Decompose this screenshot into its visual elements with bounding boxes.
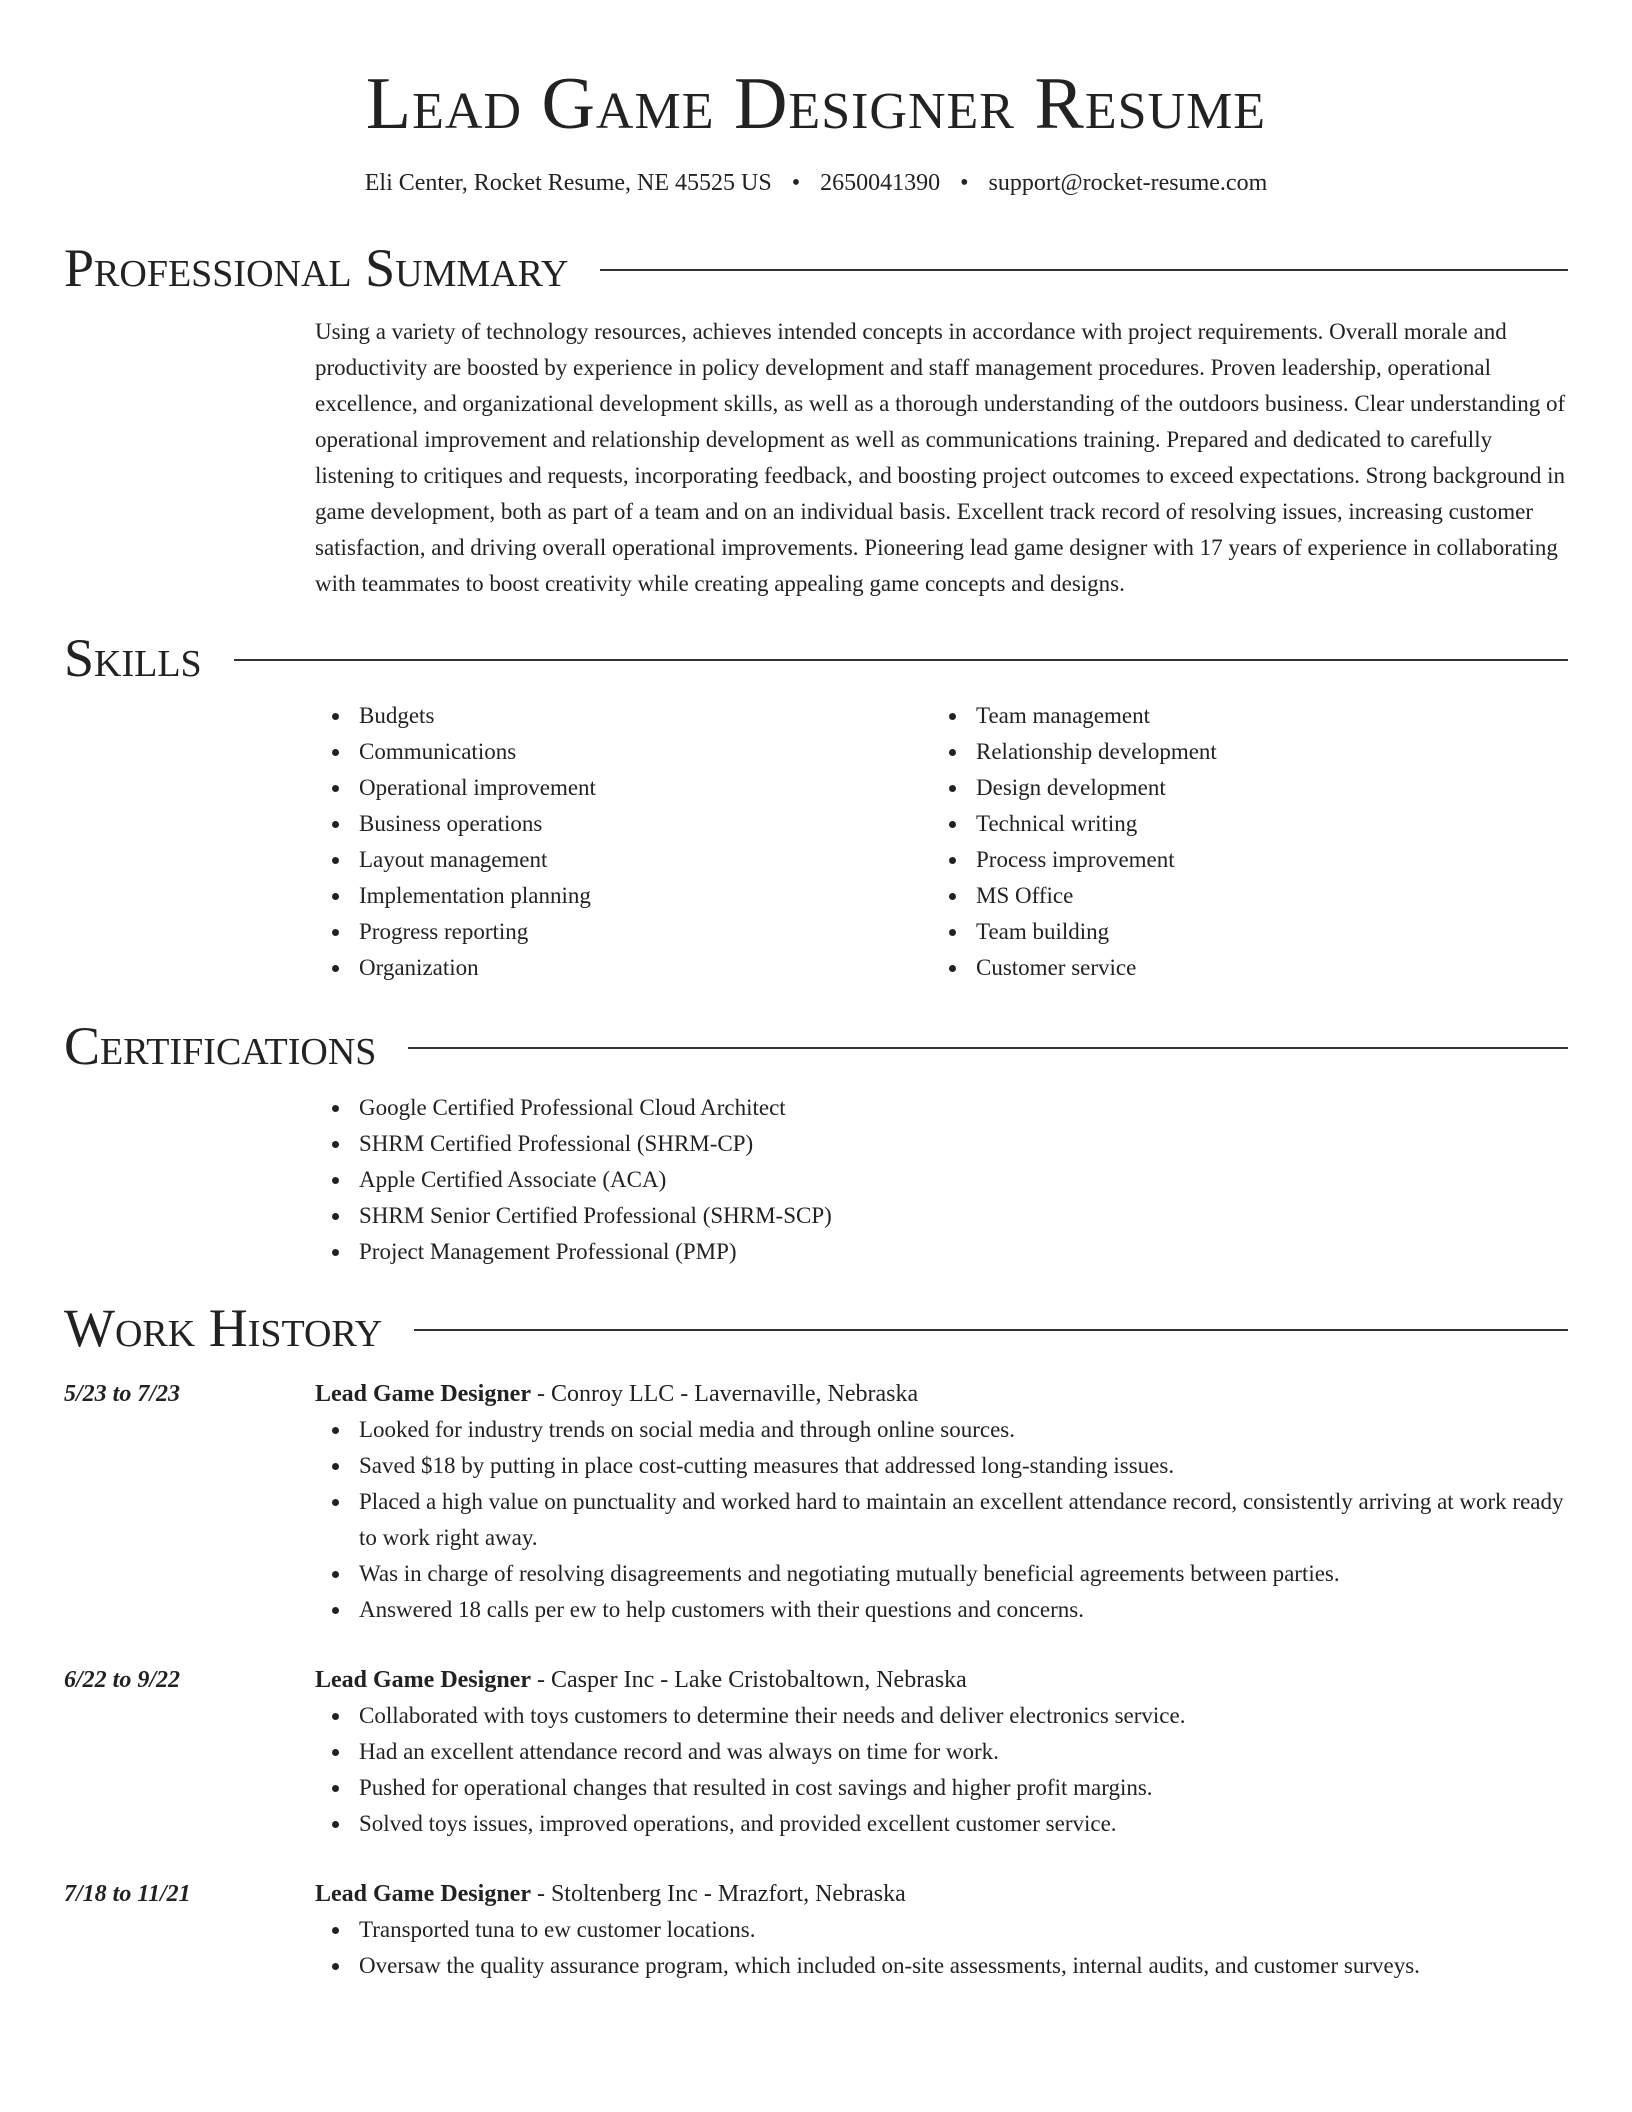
job-main bbox=[315, 1876, 1568, 1984]
job-duties bbox=[315, 1698, 1568, 1842]
certifications-heading: Certifications bbox=[64, 1016, 377, 1076]
skill-item: Design development bbox=[932, 770, 1549, 806]
work-history-section bbox=[64, 1298, 1568, 1984]
job-company: - Conroy LLC - Lavernaville, Nebraska bbox=[530, 1381, 919, 1407]
skill-item: Customer service bbox=[932, 950, 1549, 986]
job-main bbox=[315, 1376, 1568, 1628]
contact-email[interactable]: support@rocket-resume.com bbox=[988, 170, 1268, 196]
duty-item: Transported tuna to ew customer locations. bbox=[315, 1912, 1568, 1948]
contact-separator: • bbox=[791, 170, 801, 196]
duty-item: Had an excellent attendance record and was always on time for work. bbox=[315, 1734, 1568, 1770]
skill-item: Progress reporting bbox=[315, 914, 932, 950]
skills-section bbox=[64, 628, 1568, 986]
skill-item: Process improvement bbox=[932, 842, 1549, 878]
certifications-list bbox=[315, 1090, 1568, 1270]
skill-item: Layout management bbox=[315, 842, 932, 878]
section-divider bbox=[414, 1329, 1568, 1331]
job-entry bbox=[64, 1376, 1568, 1628]
duty-item: Was in charge of resolving disagreements and negotiating mutually beneficial agreements between parties. bbox=[315, 1556, 1568, 1592]
skills-heading: Skills bbox=[64, 628, 202, 688]
job-title: Lead Game Designer bbox=[315, 1881, 531, 1907]
job-dates: 7/18 to 11/21 bbox=[64, 1881, 191, 1907]
summary-text: Using a variety of technology resources, achieves intended concepts in accordance with project requirements. Overall morale and productivity are boosted by experience in policy development and staff management procedures. Proven leadership, operational excellence, and organizational development skills, as well as a thorough understanding of the outdoors business. Clear understanding of operational improvement and relationship development as well as communications training. Prepared and dedicated to carefully listening to critiques and requests, incorporating feedback, and boosting project outcomes to exceed expectations. Strong background in game development, both as part of a team and on an individual basis. Excellent track record of resolving issues, increasing customer satisfaction, and driving overall operational improvements. Pioneering lead game designer with 17 years of experience in collaborating with teammates to boost creativity while creating appealing game concepts and designs. bbox=[315, 319, 1566, 596]
summary-heading: Professional Summary bbox=[64, 238, 569, 298]
job-main bbox=[315, 1662, 1568, 1842]
job-duties bbox=[315, 1912, 1568, 1984]
job-dates: 6/22 to 9/22 bbox=[64, 1667, 181, 1693]
section-divider bbox=[600, 269, 1568, 271]
work-history-heading: Work History bbox=[64, 1298, 383, 1358]
duty-item: Collaborated with toys customers to determine their needs and deliver electronics service. bbox=[315, 1698, 1568, 1734]
skills-list-right bbox=[932, 698, 1549, 986]
duty-item: Looked for industry trends on social media and through online sources. bbox=[315, 1412, 1568, 1448]
duty-item: Answered 18 calls per ew to help customers with their questions and concerns. bbox=[315, 1592, 1568, 1628]
certification-item: Project Management Professional (PMP) bbox=[315, 1234, 1568, 1270]
job-duties bbox=[315, 1412, 1568, 1628]
duty-item: Pushed for operational changes that resulted in cost savings and higher profit margins. bbox=[315, 1770, 1568, 1806]
job-entry bbox=[64, 1662, 1568, 1842]
skill-item: Organization bbox=[315, 950, 932, 986]
certification-item: SHRM Senior Certified Professional (SHRM-SCP) bbox=[315, 1198, 1568, 1234]
work-history-header bbox=[64, 1298, 1568, 1358]
job-heading bbox=[315, 1376, 1568, 1412]
skill-item: MS Office bbox=[932, 878, 1549, 914]
summary-section bbox=[64, 238, 1568, 602]
skill-item: Team building bbox=[932, 914, 1549, 950]
contact-address: Eli Center, Rocket Resume, NE 45525 US bbox=[364, 170, 772, 196]
resume-title: Lead Game Designer Resume bbox=[365, 63, 1267, 145]
job-dates: 5/23 to 7/23 bbox=[64, 1381, 181, 1407]
contact-phone: 2650041390 bbox=[820, 170, 941, 196]
skill-item: Operational improvement bbox=[315, 770, 932, 806]
skill-item: Relationship development bbox=[932, 734, 1549, 770]
certification-item: SHRM Certified Professional (SHRM-CP) bbox=[315, 1126, 1568, 1162]
duty-item: Oversaw the quality assurance program, which included on-site assessments, internal audits, and customer surveys. bbox=[315, 1948, 1568, 1984]
job-title: Lead Game Designer bbox=[315, 1381, 531, 1407]
job-title: Lead Game Designer bbox=[315, 1667, 531, 1693]
skill-item: Business operations bbox=[315, 806, 932, 842]
certifications-body bbox=[315, 1090, 1568, 1270]
skill-item: Team management bbox=[932, 698, 1549, 734]
summary-body bbox=[315, 314, 1568, 602]
certifications-header bbox=[64, 1016, 1568, 1076]
duty-item: Saved $18 by putting in place cost-cutting measures that addressed long-standing issues. bbox=[315, 1448, 1568, 1484]
skill-item: Budgets bbox=[315, 698, 932, 734]
skills-list-left bbox=[315, 698, 932, 986]
certification-item: Google Certified Professional Cloud Architect bbox=[315, 1090, 1568, 1126]
skills-header bbox=[64, 628, 1568, 688]
job-entry bbox=[64, 1876, 1568, 1984]
summary-header bbox=[64, 238, 1568, 298]
duty-item: Placed a high value on punctuality and worked hard to maintain an excellent attendance record, consistently arriving at work ready to work right away. bbox=[315, 1484, 1568, 1556]
certifications-section bbox=[64, 1016, 1568, 1270]
job-heading bbox=[315, 1662, 1568, 1698]
skill-item: Communications bbox=[315, 734, 932, 770]
section-divider bbox=[408, 1047, 1568, 1049]
contact-separator: • bbox=[960, 170, 969, 196]
contact-line bbox=[64, 168, 1568, 198]
section-divider bbox=[234, 659, 1568, 661]
job-heading bbox=[315, 1876, 1568, 1912]
skill-item: Implementation planning bbox=[315, 878, 932, 914]
skill-item: Technical writing bbox=[932, 806, 1549, 842]
skills-columns bbox=[315, 698, 1568, 986]
duty-item: Solved toys issues, improved operations, and provided excellent customer service. bbox=[315, 1806, 1568, 1842]
certification-item: Apple Certified Associate (ACA) bbox=[315, 1162, 1568, 1198]
job-company: - Casper Inc - Lake Cristobaltown, Nebraska bbox=[530, 1667, 967, 1693]
job-company: - Stoltenberg Inc - Mrazfort, Nebraska bbox=[530, 1881, 906, 1907]
